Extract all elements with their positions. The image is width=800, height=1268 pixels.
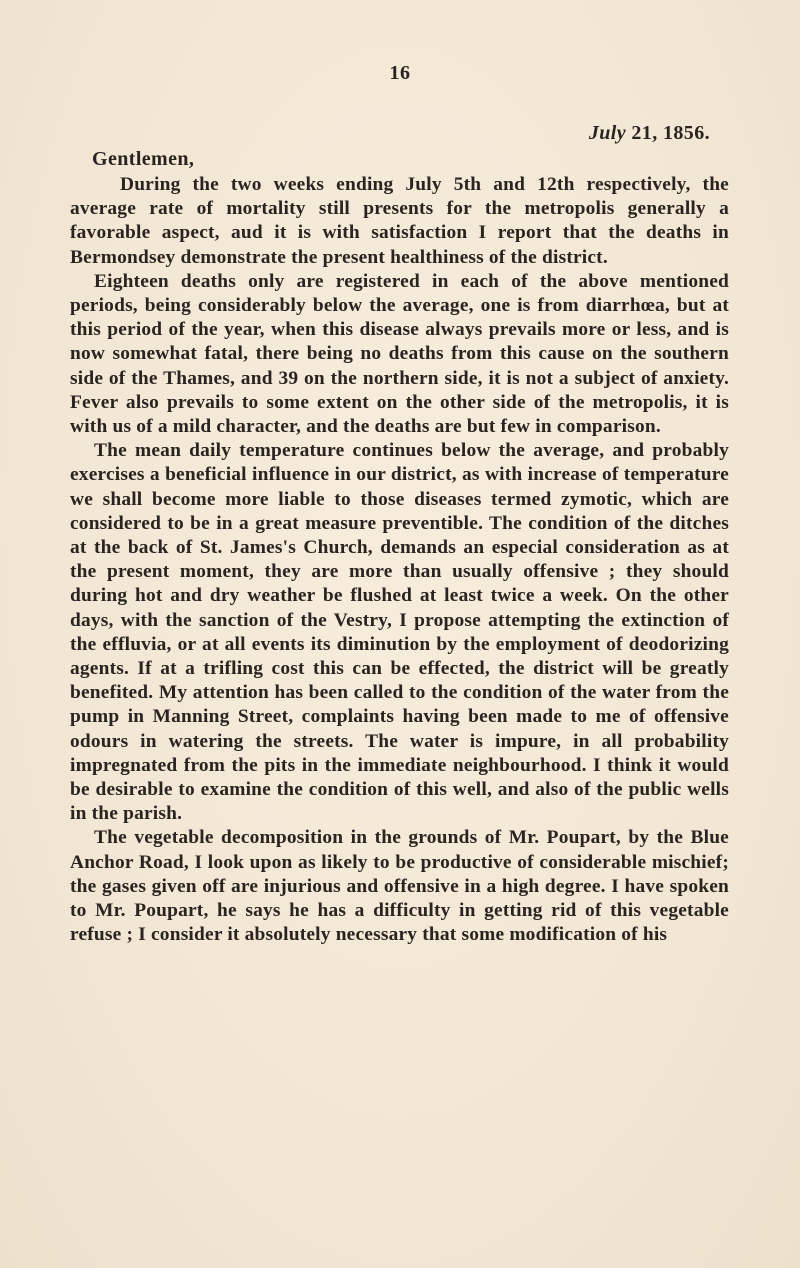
paragraph-2: Eighteen deaths only are registered in each of the above mentioned periods, being considerably below the average, one is from diarrhœa, but at this period of the year, when this disease always prevails more or less, and is now somewhat fatal, there being no deaths from this cause on the southern side of the Thames, and 39 on the northern side, it is not a subject of anxiety. Fever also prevails to some extent on the other side of the metropolis, it is with us of a mild character, and the deaths are but few in comparison. [70, 270, 729, 438]
paragraph-1: During the two weeks ending July 5th and 12th respectively, the average rate of mortality still presents for the metropolis generally a favorable aspect, aud it is with satisfaction I report that the deaths in Bermondsey demonstrate the present healthiness of the district. [70, 174, 729, 268]
page-number: 16 [389, 62, 411, 84]
letter-body [70, 173, 729, 948]
dateline-day-year: 21, 1856. [626, 122, 710, 144]
dateline-month: July [588, 122, 626, 144]
paragraph-3: The mean daily temperature continues below the average, and probably exercises a beneficial influence in our district, as with increase of temperature we shall become more liable to those diseases termed zymotic, which are considered to be in a great measure preventible. The condition of the ditches at the back of St. James's Church, demands an especial consideration as at the present moment, they are more than usually offensive ; they should during hot and dry weather be flushed at least twice a week. On the other days, with the sanction of the Vestry, I propose attempting the extinction of the effluvia, or at all events its diminution by the employment of deodorizing agents. If at a trifling cost this can be effected, the district will be greatly benefited. My attention has been called to the condition of the water from the pump in Manning Street, complaints having been made to me of offensive odours in watering the streets. The water is impure, in all probability impregnated from the pits in the immediate neighbourhood. I think it would be desirable to examine the condition of this well, and also of the public wells in the parish. [70, 440, 729, 825]
dateline [589, 122, 710, 145]
salutation: Gentlemen, [92, 148, 195, 170]
paragraph-4: The vegetable decomposition in the grounds of Mr. Poupart, by the Blue Anchor Road, I look upon as likely to be productive of considerable mischief; the gases given off are injurious and offensive in a high degree. I have spoken to Mr. Poupart, he says he has a difficulty in getting rid of this vegetable refuse ; I consider it absolutely necessary that some modification of his [70, 827, 729, 946]
